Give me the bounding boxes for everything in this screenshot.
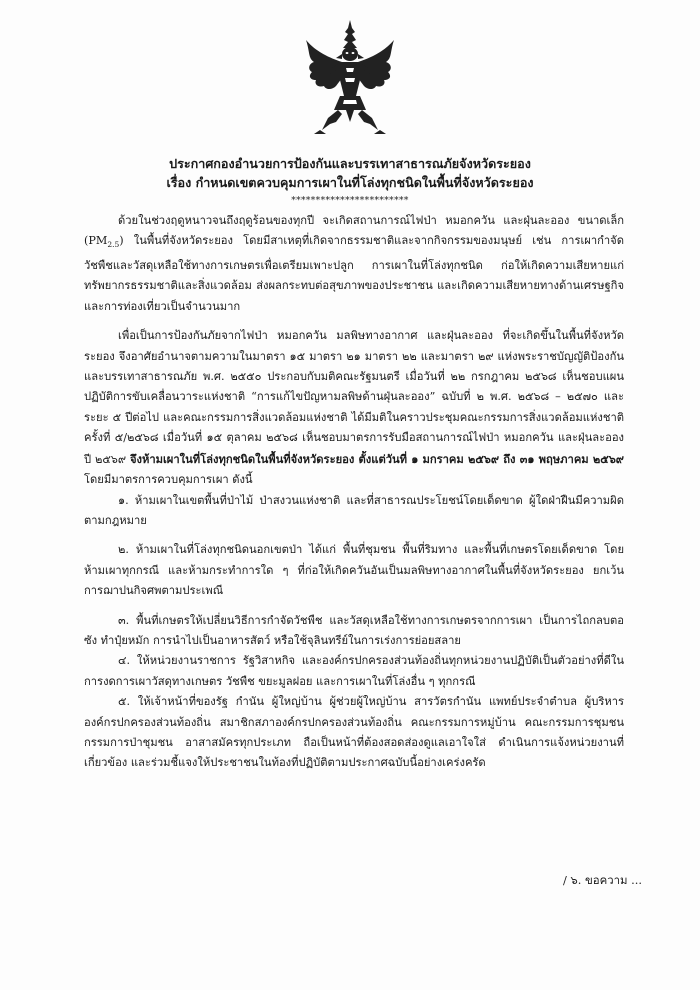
intro-text-part1: ด้วยในช่วงฤดูหนาวจนถึงฤดูร้อนของทุกปี จะเกิดสถานการณ์ไฟป่า หมอกควัน และฝุ่นละออง ขนาดเล็ก (PM — [84, 214, 624, 248]
authority-text: เพื่อเป็นการป้องกันภัยจากไฟป่า หมอกควัน มลพิษทางอากาศ และฝุ่นละออง ที่จะเกิดขึ้นในพื้นที่จังหวัดระยอง จึงอาศัยอำนาจตามความในมาตรา ๑๕ มาตรา ๒๑ มาตรา ๒๒ และมาตรา ๒๙ แห่งพระราชบัญญัติป้องกันและบรรเทาสาธารณภัย พ.ศ. ๒๕๕๐ ประกอบกับมติคณะรัฐมนตรี เมื่อวันที่ ๒๒ กรกฎาคม ๒๕๖๘ เห็นชอบแผนปฏิบัติการขับเคลื่อนวาระแห่งชาติ “การแก้ไขปัญหามลพิษด้านฝุ่นละออง” ฉบับที่ ๒ พ.ศ. ๒๕๖๘ – ๒๕๗๐ และระยะ ๕ ปีต่อไป และคณะกรรมการสิ่งแวดล้อมแห่งชาติ ได้มีมติในคราวประชุมคณะกรรมการสิ่งแวดล้อมแห่งชาติ ครั้งที่ ๕/๒๕๖๘ เมื่อวันที่ ๑๕ ตุลาคม ๒๕๖๘ เห็นชอบมาตรการรับมือสถานการณ์ไฟป่า หมอกควัน และฝุ่นละออง ปี ๒๕๖๙ — [84, 329, 624, 466]
continuation-note: / ๖. ขอความ ... — [563, 873, 642, 887]
header-separator: ************************ — [291, 196, 409, 206]
measure-item: ๒. ห้ามเผาในที่โล่งทุกชนิดนอกเขตป่า ได้แก่ พื้นที่ชุมชน พื้นที่ริมทาง และพื้นที่เกษตรโดยเด็ดขาด โดยห้ามเผาทุกกรณี และห้ามกระทำการใด ๆ ที่ก่อให้เกิดควันอันเป็นมลพิษทางอากาศในพื้นที่จังหวัดระยอง ยกเว้น การฌาปนกิจศพตามประเพณี — [84, 543, 624, 598]
measure-item: ๓. พื้นที่เกษตรให้เปลี่ยนวิธีการกำจัดวัชพืช และวัสดุเหลือใช้ทางการเกษตรจากการเผา เป็นการไถกลบตอซัง ทำปุ๋ยหมัก การนำไปเป็นอาหารสัตว์ หรือใช้จุลินทรีย์ในการเร่งการย่อยสลาย — [84, 613, 624, 647]
pm-subscript: 2.5 — [107, 240, 120, 250]
authority-paragraph — [84, 326, 624, 490]
intro-text-part2: ) ในพื้นที่จังหวัดระยอง โดยมีสาเหตุที่เกิดจากธรรมชาติและจากกิจกรรมของมนุษย์ เช่น การเผากำจัดวัชพืชและวัสดุเหลือใช้ทางการเกษตรเพื่อเตรียมเพาะปลูก การเผาในที่โล่งทุกชนิด ก่อให้เกิดความเสียหายแก่ทรัพยากรธรรมชาติและสิ่งแวดล้อม ส่งผลกระทบต่อสุขภาพของประชาชน และเกิดความเสียหายทางด้านเศรษฐกิจและการท่องเที่ยวเป็นจำนวนมาก — [84, 234, 624, 313]
announcement-issuer: ประกาศกองอำนวยการป้องกันและบรรเทาสาธารณภัยจังหวัดระยอง — [169, 156, 531, 171]
measure-item: ๕. ให้เจ้าหน้าที่ของรัฐ กำนัน ผู้ใหญ่บ้าน ผู้ช่วยผู้ใหญ่บ้าน สารวัตรกำนัน แพทย์ประจำตำบล ผู้บริหารองค์กรปกครองส่วนท้องถิ่น สมาชิกสภาองค์กรปกครองส่วนท้องถิ่น คณะกรรมการหมู่บ้าน คณะกรรมการชุมชน กรรมการป่าชุมชน อาสาสมัครทุกประเภท ถือเป็นหน้าที่ต้องสอดส่องดูแลเอาใจใส่ ดำเนินการแจ้งหน่วยงานที่เกี่ยวข้อง และร่วมชี้แจงให้ประชาชนในท้องที่ปฏิบัติตามประกาศฉบับนี้อย่างเคร่งครัด — [84, 695, 624, 770]
announcement-subject: เรื่อง กำหนดเขตควบคุมการเผาในที่โล่งทุกชนิดในพื้นที่จังหวัดระยอง — [166, 175, 534, 190]
measure-item: ๔. ให้หน่วยงานราชการ รัฐวิสาหกิจ และองค์กรปกครองส่วนท้องถิ่นทุกหน่วยงานปฏิบัติเป็นตัวอย่างที่ดีในการงดการเผาวัสดุทางเกษตร วัชพืช ขยะมูลฝอย และการเผาในที่โล่งอื่น ๆ ทุกกรณี — [84, 654, 624, 688]
authority-tail: โดยมีมาตรการควบคุมการเผา ดังนี้ — [84, 473, 253, 487]
measure-item: ๑. ห้ามเผาในเขตพื้นที่ป่าไม้ ป่าสงวนแห่งชาติ และที่สาธารณประโยชน์โดยเด็ดขาด ผู้ใดฝ่าฝืนมีความผิดตามกฎหมาย — [84, 493, 624, 527]
garuda-emblem-icon — [302, 18, 398, 136]
announcement-body — [84, 211, 624, 774]
announcement-header — [0, 154, 700, 192]
prohibition-statement: จึงห้ามเผาในที่โล่งทุกชนิดในพื้นที่จังหวัดระยอง ตั้งแต่วันที่ ๑ มกราคม ๒๕๖๙ ถึง ๓๑ พฤษภาคม ๒๕๖๙ — [129, 451, 624, 466]
intro-paragraph — [84, 211, 624, 317]
